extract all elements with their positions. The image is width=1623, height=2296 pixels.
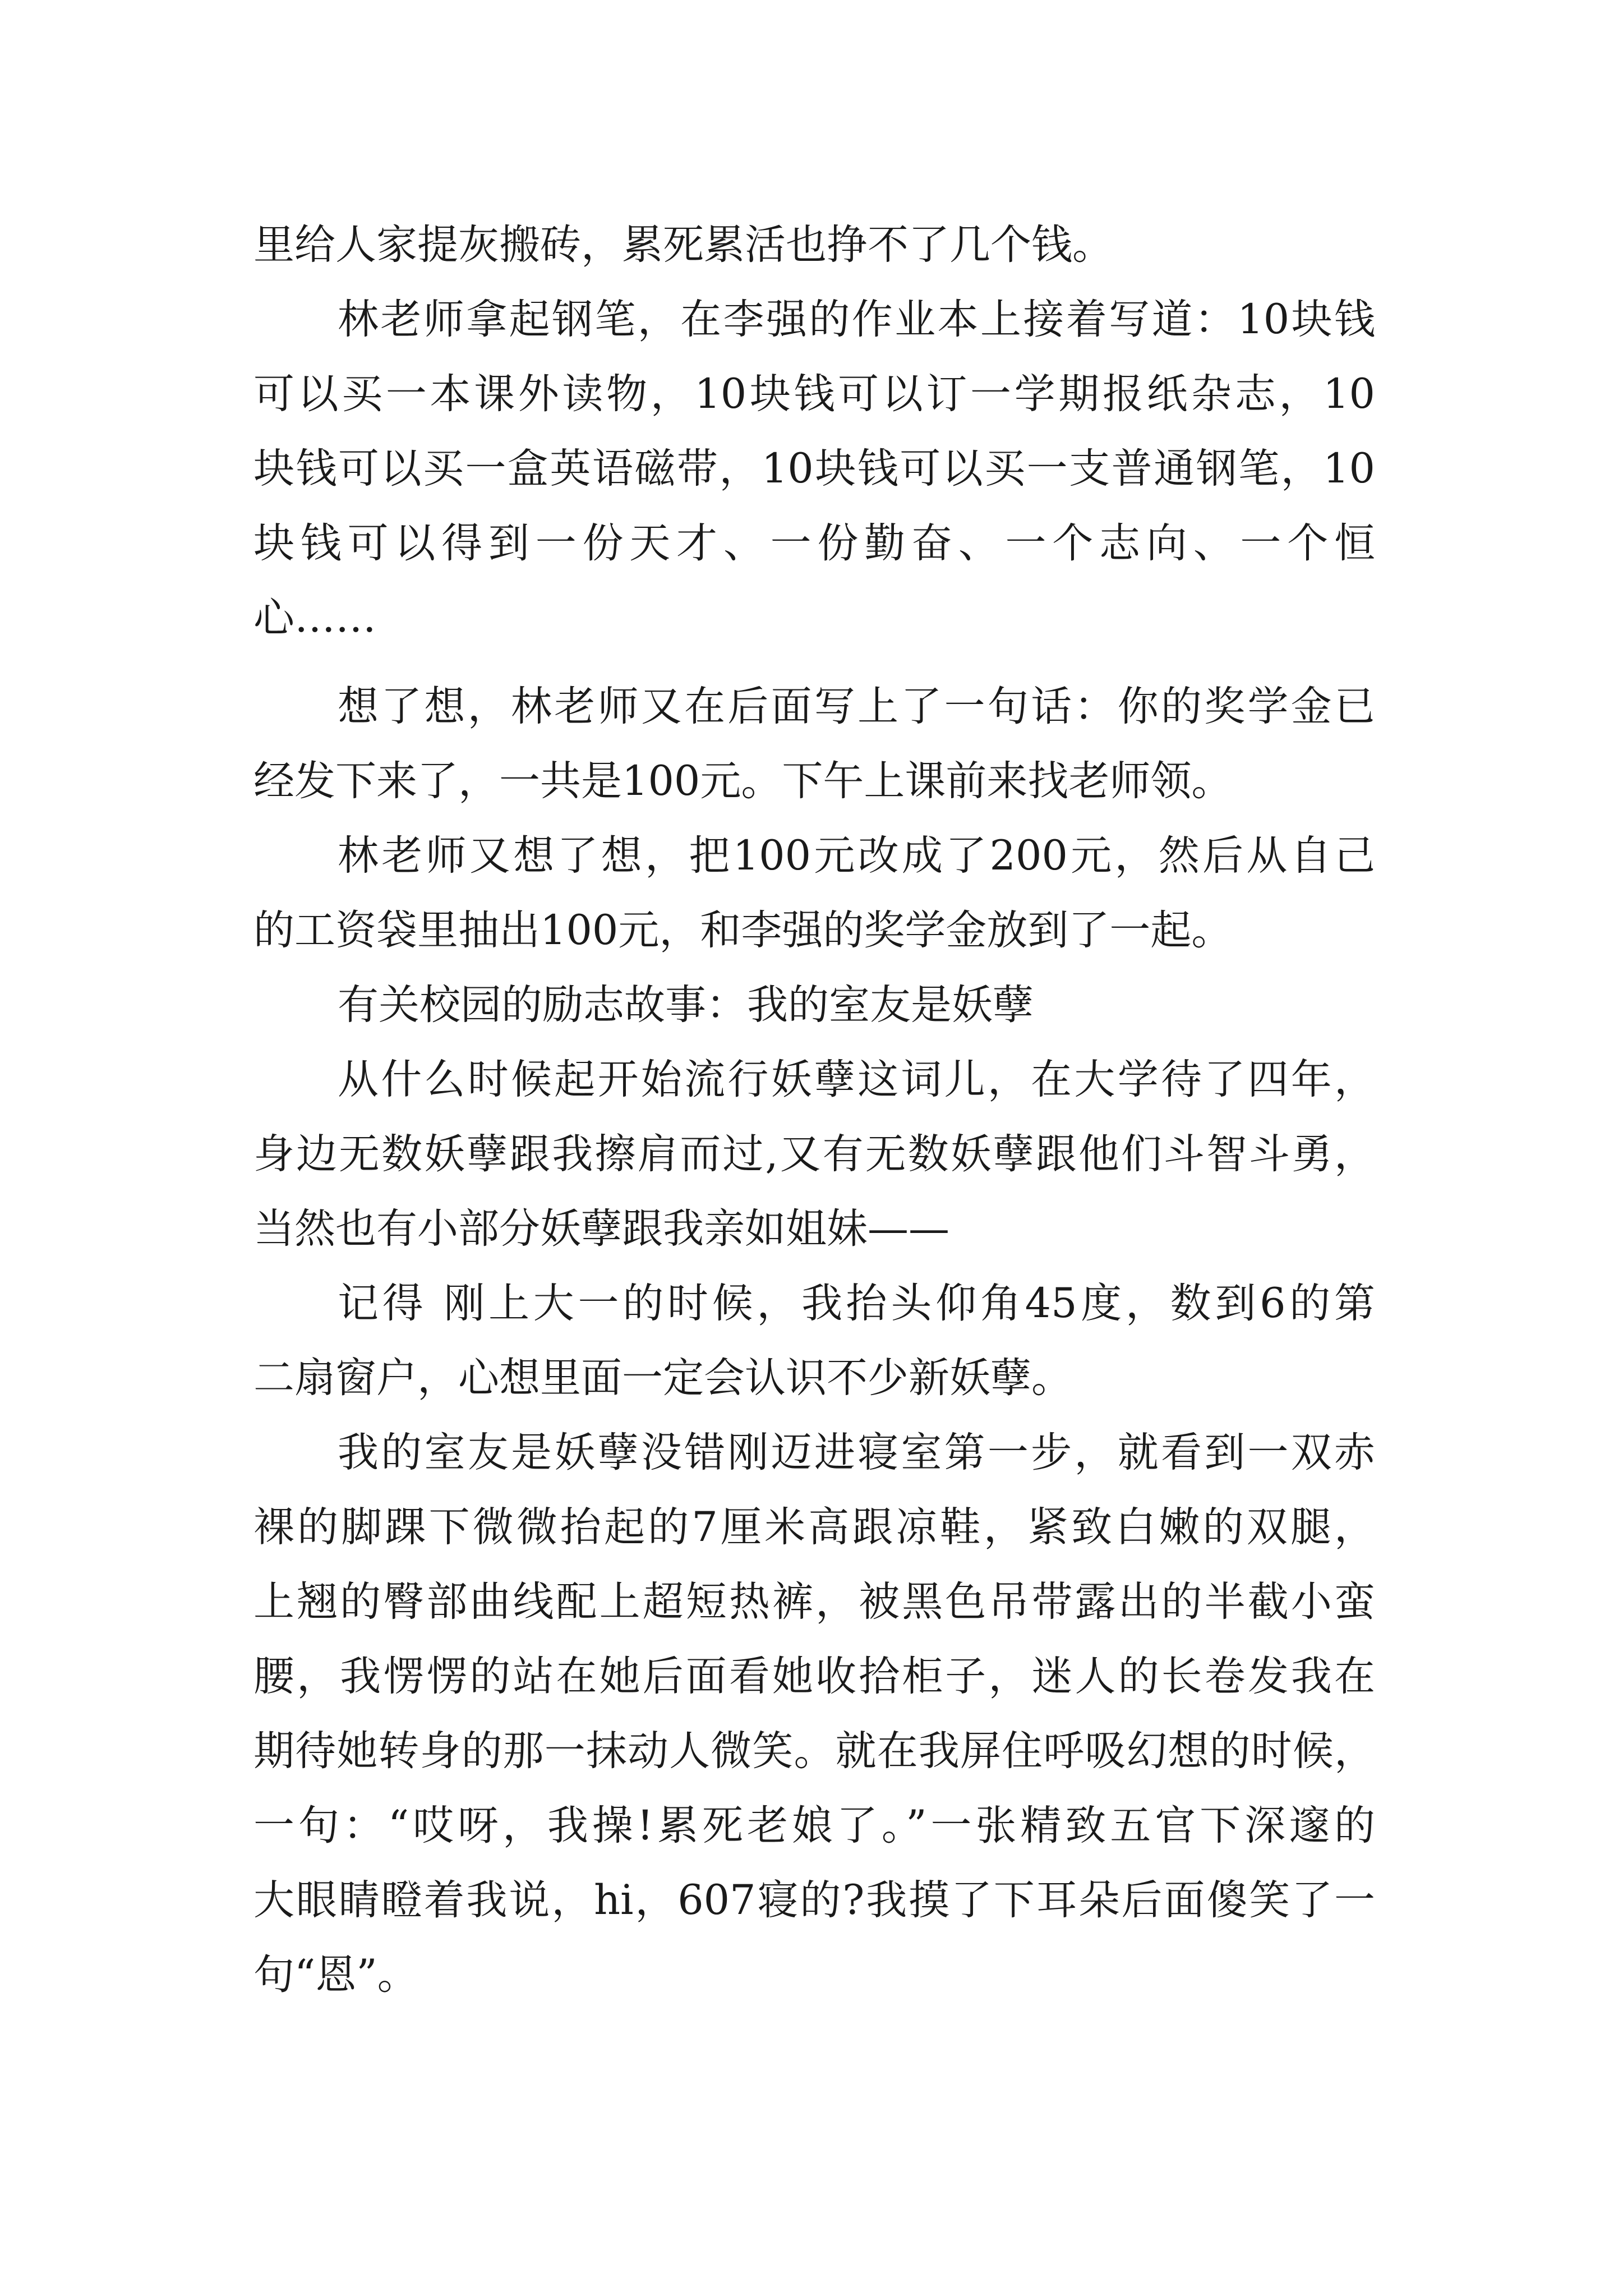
- text-line: 句“恩”。: [253, 1951, 418, 1999]
- paragraph-first-line: 记得 刚上大一的时候，我抬头仰角45度，数到6的第: [338, 1280, 1375, 1327]
- text-line: 当然也有小部分妖孽跟我亲如姐妹——: [253, 1205, 949, 1253]
- text-line: 裸的脚踝下微微抬起的7厘米高跟凉鞋，紧致白嫩的双腿，: [253, 1503, 1375, 1551]
- paragraph-first-line: 林老师拿起钢笔，在李强的作业本上接着写道：10块钱: [338, 296, 1375, 343]
- text-line: 二扇窗户，心想里面一定会认识不少新妖孽。: [253, 1354, 1072, 1402]
- section-heading: 有关校园的励志故事：我的室友是妖孽: [338, 981, 1034, 1029]
- text-line: 的工资袋里抽出100元，和李强的奖学金放到了一起。: [253, 907, 1233, 954]
- text-line: 大眼睛瞪着我说，hi，607寝的?我摸了下耳朵后面傻笑了一: [253, 1876, 1375, 1924]
- paragraph-first-line: 我的室友是妖孽没错刚迈进寝室第一步，就看到一双赤: [338, 1429, 1375, 1476]
- text-line: 里给人家提灰搬砖，累死累活也挣不了几个钱。: [253, 221, 1113, 269]
- text-line: 块钱可以得到一份天才、一份勤奋、一个志向、一个恒: [253, 519, 1375, 567]
- paragraph-first-line: 林老师又想了想，把100元改成了200元，然后从自己: [338, 832, 1375, 880]
- paragraph-first-line: 从什么时候起开始流行妖孽这词儿，在大学待了四年，: [338, 1056, 1375, 1103]
- text-line: 心……: [253, 594, 376, 642]
- text-line: 经发下来了，一共是100元。下午上课前来找老师领。: [253, 757, 1233, 805]
- body-text: [253, 208, 1375, 2012]
- paragraph-first-line: 想了想，林老师又在后面写上了一句话：你的奖学金已: [338, 683, 1375, 730]
- text-line: 可以买一本课外读物，10块钱可以订一学期报纸杂志，10: [253, 370, 1375, 418]
- text-line: 一句：“哎呀，我操!累死老娘了。”一张精致五官下深邃的: [253, 1802, 1375, 1849]
- text-line: 块钱可以买一盒英语磁带，10块钱可以买一支普通钢笔，10: [253, 445, 1375, 493]
- text-line: 期待她转身的那一抹动人微笑。就在我屏住呼吸幻想的时候，: [253, 1727, 1375, 1775]
- text-line: 腰，我愣愣的站在她后面看她收拾柜子，迷人的长卷发我在: [253, 1653, 1375, 1700]
- text-line: 上翘的臀部曲线配上超短热裤，被黑色吊带露出的半截小蛮: [253, 1578, 1375, 1626]
- text-line: 身边无数妖孽跟我擦肩而过,又有无数妖孽跟他们斗智斗勇，: [253, 1130, 1375, 1178]
